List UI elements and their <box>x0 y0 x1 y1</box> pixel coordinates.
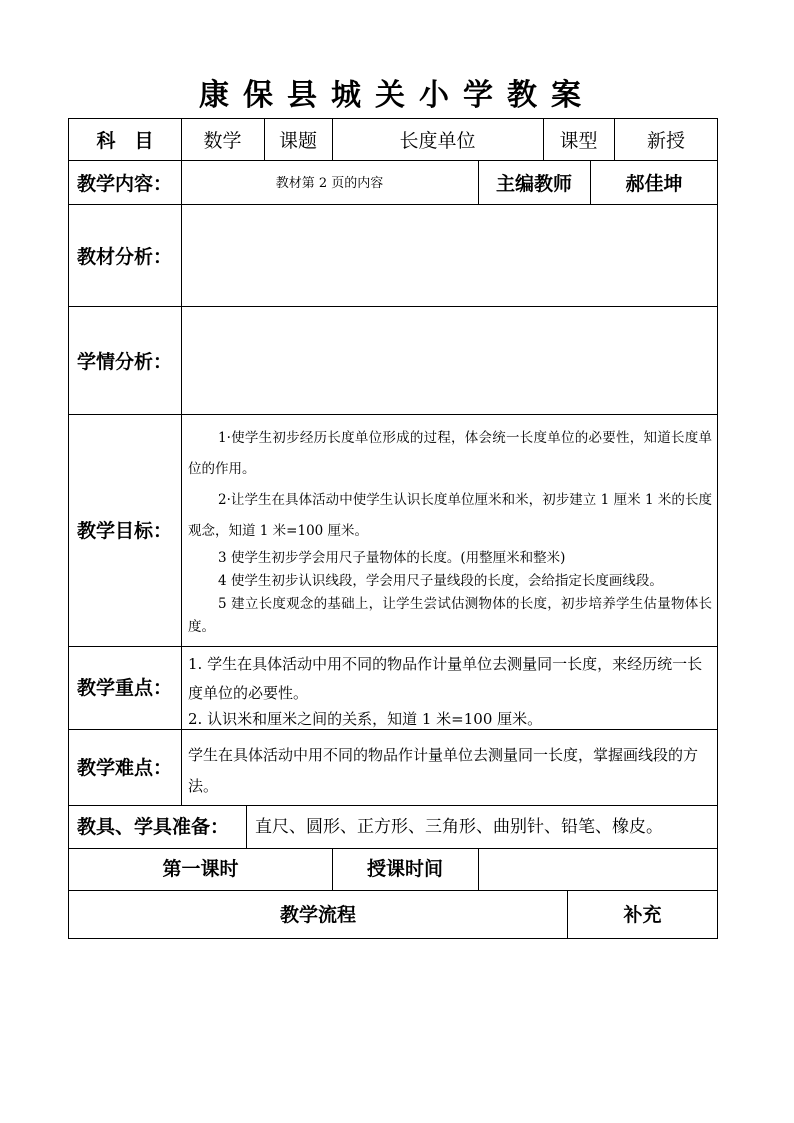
objectives-list <box>188 423 712 639</box>
difficulties-label: 教学难点： <box>77 757 173 779</box>
row-divider <box>69 160 717 161</box>
content-label: 教学内容： <box>77 173 173 195</box>
key-points-label: 教学重点： <box>77 677 173 699</box>
objective-item: 1·使学生初步经历长度单位形成的过程，体会统一长度单位的必要性，知道长度单位的作用。 <box>188 430 712 477</box>
type-label: 课型 <box>559 130 598 152</box>
objective-item: 3 使学生初步学会用尺子量物体的长度。(用整厘米和整米) <box>218 550 566 566</box>
key-point-item: 1. 学生在具体活动中用不同的物品作计量单位去测量同一长度，来经历统一长度单位的必要性。 <box>188 655 703 702</box>
col-divider <box>478 848 479 890</box>
lesson-period-label: 第一课时 <box>162 858 239 880</box>
row-divider <box>69 414 717 415</box>
type-value: 新授 <box>646 130 685 152</box>
key-point-item: 2. 认识米和厘米之间的关系，知道 1 米=100 厘米。 <box>188 710 543 728</box>
material-analysis-label: 教材分析： <box>77 246 173 268</box>
editor-label: 主编教师 <box>495 173 572 195</box>
row-divider <box>69 204 717 205</box>
content-value: 教材第 2 页的内容 <box>275 176 384 191</box>
lesson-time-label: 授课时间 <box>366 858 443 880</box>
subject-label: 科 目 <box>96 130 154 152</box>
objectives-label: 教学目标： <box>77 520 173 542</box>
row-divider <box>69 805 717 806</box>
difficulties-value: 学生在具体活动中用不同的物品作计量单位去测量同一长度，掌握画线段的方法。 <box>188 746 699 795</box>
row-divider <box>69 890 717 891</box>
row-divider <box>69 646 717 647</box>
tools-value: 直尺、圆形、正方形、三角形、曲别针、铅笔、橡皮。 <box>255 817 663 837</box>
key-points-list <box>188 650 714 730</box>
objective-item: 5 建立长度观念的基础上，让学生尝试估测物体的长度，初步培养学生估量物体长度。 <box>188 596 712 635</box>
topic-label: 课题 <box>278 130 317 152</box>
document-title: 康保县城关小学教案 <box>199 78 595 113</box>
row-divider <box>69 848 717 849</box>
editor-value: 郝佳坤 <box>625 173 683 195</box>
objective-item: 2·让学生在具体活动中使学生认识长度单位厘米和米，初步建立 1 厘米 1 米的长度观念，知道 1 米=100 厘米。 <box>188 492 712 539</box>
col-divider <box>181 204 182 805</box>
supplement-label: 补充 <box>623 904 662 926</box>
tools-label: 教具、学具准备： <box>77 816 230 838</box>
col-divider <box>246 805 247 848</box>
subject-value: 数学 <box>203 130 242 152</box>
student-analysis-label: 学情分析： <box>77 351 173 373</box>
objective-item: 4 使学生初步认识线段，学会用尺子量线段的长度，会给指定长度画线段。 <box>218 573 663 589</box>
row-divider <box>69 306 717 307</box>
teaching-flow-label: 教学流程 <box>279 904 356 926</box>
topic-value: 长度单位 <box>399 130 476 152</box>
